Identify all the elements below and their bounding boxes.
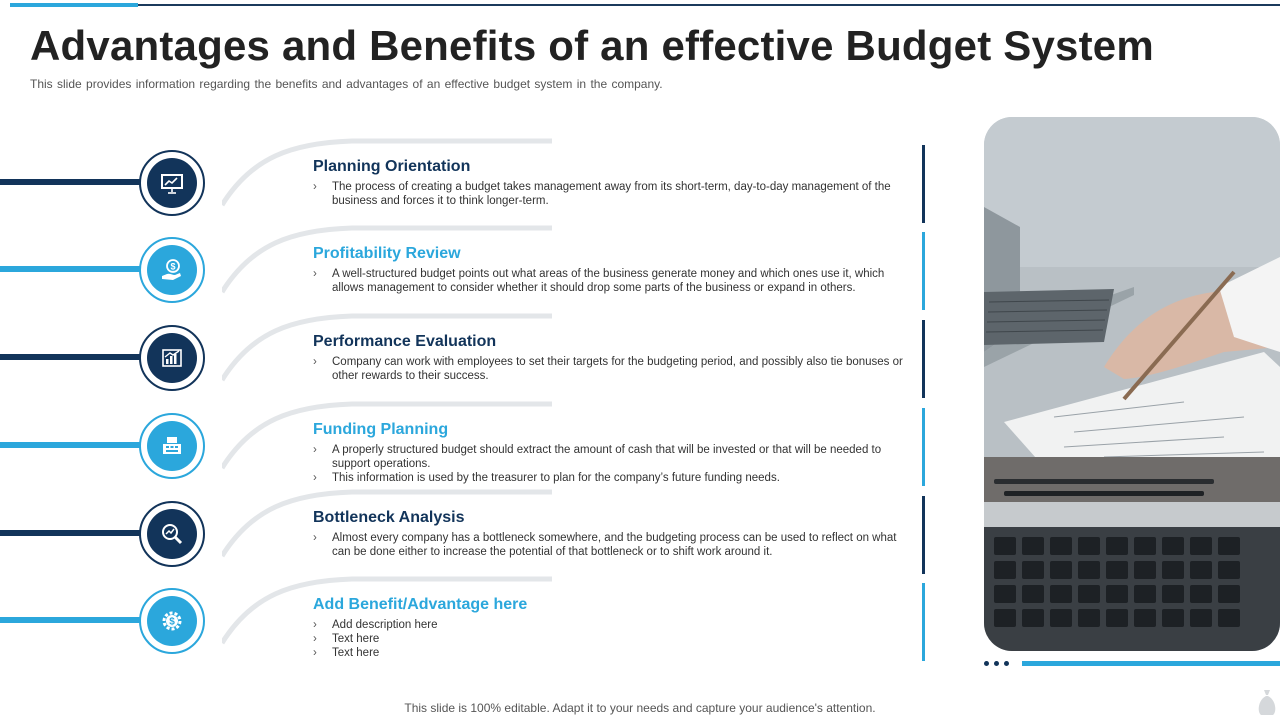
icon-ring	[139, 150, 205, 216]
icon-ring	[139, 501, 205, 567]
divider-line	[922, 408, 925, 486]
dollar-gear-icon	[147, 596, 197, 646]
benefit-item	[0, 232, 930, 312]
divider-line	[922, 232, 925, 310]
benefit-point: › Text here	[313, 632, 913, 646]
benefit-point: › The process of creating a budget takes management away from its short-term, day-to-day management of the business and forces it to think longer-term.	[313, 180, 913, 208]
benefit-description	[313, 618, 913, 660]
benefit-point: › Text here	[313, 646, 913, 660]
growth-chart-icon	[147, 333, 197, 383]
benefit-description	[313, 180, 913, 208]
icon-ring	[139, 237, 205, 303]
benefit-description	[313, 267, 913, 295]
photo-underline	[1022, 661, 1280, 666]
benefit-item	[0, 145, 930, 225]
benefit-point: › Company can work with employees to set their targets for the budgeting period, and possibly also tie bonuses or other rewards to their success.	[313, 355, 913, 383]
benefit-title: Profitability Review	[313, 245, 461, 262]
divider-line	[922, 583, 925, 661]
benefit-title: Add Benefit/Advantage here	[313, 596, 528, 613]
cash-register-icon	[147, 421, 197, 471]
divider-line	[922, 320, 925, 398]
connector-bar	[0, 617, 140, 623]
benefit-description	[313, 443, 913, 485]
benefit-item	[0, 583, 930, 663]
slide-subtitle: This slide provides information regarding the benefits and advantages of an effective budget system in the company.	[30, 77, 663, 91]
svg-text:$: $	[169, 616, 175, 628]
photo-dots	[984, 661, 1009, 666]
benefit-description	[313, 355, 913, 383]
benefit-title: Funding Planning	[313, 421, 449, 438]
connector-bar	[0, 442, 140, 448]
slide-title: Advantages and Benefits of an effective Budget System	[30, 22, 1154, 69]
benefit-title: Planning Orientation	[313, 158, 471, 175]
benefit-item	[0, 496, 930, 576]
benefit-title: Performance Evaluation	[313, 333, 497, 350]
benefit-description	[313, 531, 913, 559]
magnifier-chart-icon	[147, 509, 197, 559]
benefit-point: › A properly structured budget should extract the amount of cash that will be invested or that will be needed to support operations.	[313, 443, 913, 471]
svg-text:$: $	[170, 261, 176, 272]
presentation-board-icon	[147, 158, 197, 208]
connector-bar	[0, 530, 140, 536]
connector-bar	[0, 266, 140, 272]
benefit-point: › Add description here	[313, 618, 913, 632]
benefit-title: Bottleneck Analysis	[313, 509, 465, 526]
connector-bar	[0, 179, 140, 185]
money-bag-icon	[1256, 688, 1278, 716]
benefit-point: › This information is used by the treasurer to plan for the company’s future funding needs.	[313, 471, 913, 485]
benefit-item	[0, 408, 930, 488]
laptop-desk-photo	[984, 117, 1280, 651]
top-rule-accent	[10, 3, 138, 7]
benefit-item	[0, 320, 930, 400]
top-rule	[10, 4, 1280, 6]
icon-ring	[139, 325, 205, 391]
footer-note: This slide is 100% editable. Adapt it to your needs and capture your audience's attention.	[404, 701, 876, 715]
divider-line	[922, 496, 925, 574]
money-hand-icon	[147, 245, 197, 295]
benefit-point: › Almost every company has a bottleneck somewhere, and the budgeting process can be used to reflect on what can be done either to increase the potential of that bottleneck or to shift work around it.	[313, 531, 913, 559]
divider-line	[922, 145, 925, 223]
icon-ring	[139, 588, 205, 654]
benefit-point: › A well-structured budget points out what areas of the business generate money and which ones use it, which allows management to consider whether it should drop some parts of the business or expand in others.	[313, 267, 913, 295]
icon-ring	[139, 413, 205, 479]
connector-bar	[0, 354, 140, 360]
